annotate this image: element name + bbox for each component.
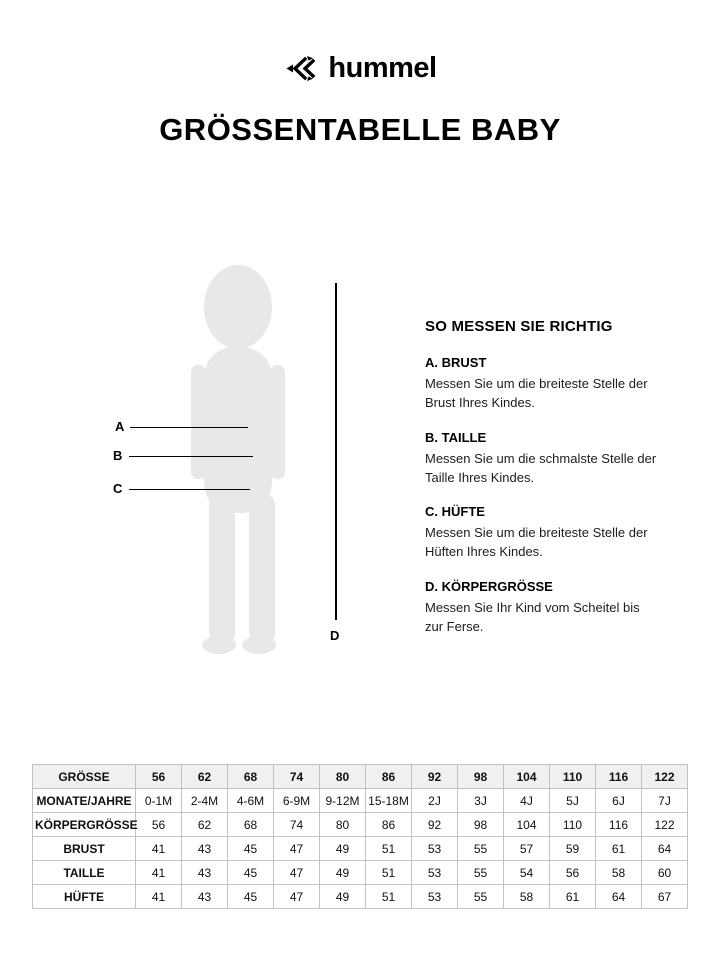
size-cell: 54: [504, 861, 550, 885]
size-cell: 67: [642, 885, 688, 909]
guide-section-brust: [425, 355, 660, 413]
size-cell: 110: [550, 765, 596, 789]
size-cell: 60: [642, 861, 688, 885]
size-cell: 59: [550, 837, 596, 861]
size-cell: 6J: [596, 789, 642, 813]
guide-section-label: B. TAILLE: [425, 429, 487, 445]
guide-section-huefte: [425, 504, 660, 562]
size-cell: 92: [412, 813, 458, 837]
size-cell: 43: [182, 885, 228, 909]
size-cell: 49: [320, 837, 366, 861]
marker-d-label: D: [330, 628, 340, 643]
size-cell: 116: [596, 765, 642, 789]
size-cell: 49: [320, 885, 366, 909]
guide-section-label: D. KÖRPERGRÖSSE: [425, 579, 553, 595]
size-cell: 51: [366, 885, 412, 909]
guide-heading: SO MESSEN SIE RICHTIG: [425, 318, 613, 335]
size-cell: 2J: [412, 789, 458, 813]
size-cell: 110: [550, 813, 596, 837]
size-cell: 45: [228, 861, 274, 885]
size-table: [32, 764, 688, 909]
size-cell: 104: [504, 765, 550, 789]
size-cell: 62: [182, 813, 228, 837]
size-cell: 61: [550, 885, 596, 909]
size-cell: 4J: [504, 789, 550, 813]
table-row: [33, 885, 688, 909]
size-cell: 9-12M: [320, 789, 366, 813]
marker-b-line: [129, 456, 253, 457]
size-table-body: [33, 765, 688, 909]
table-row: [33, 765, 688, 789]
table-row: [33, 789, 688, 813]
size-cell: 45: [228, 885, 274, 909]
size-cell: 55: [458, 861, 504, 885]
size-cell: 56: [550, 861, 596, 885]
row-header-cell: KÖRPERGRÖSSE: [33, 813, 136, 837]
guide-section-taille: [425, 430, 660, 488]
size-cell: 68: [228, 765, 274, 789]
size-cell: 80: [320, 813, 366, 837]
size-cell: 58: [504, 885, 550, 909]
size-cell: 68: [228, 813, 274, 837]
size-cell: 47: [274, 837, 320, 861]
size-cell: 86: [366, 765, 412, 789]
marker-d-line: [335, 283, 337, 620]
row-header-cell: GRÖSSE: [33, 765, 136, 789]
row-header-cell: HÜFTE: [33, 885, 136, 909]
size-cell: 41: [136, 837, 182, 861]
size-cell: 61: [596, 837, 642, 861]
size-cell: 53: [412, 861, 458, 885]
marker-c-label: C: [113, 481, 123, 496]
size-cell: 80: [320, 765, 366, 789]
guide-section-label: A. BRUST: [425, 355, 487, 370]
size-cell: 86: [366, 813, 412, 837]
size-cell: 0-1M: [136, 789, 182, 813]
brand-wordmark: hummel: [328, 52, 437, 84]
size-cell: 104: [504, 813, 550, 837]
size-cell: 74: [274, 813, 320, 837]
row-header-cell: BRUST: [33, 837, 136, 861]
table-row: [33, 837, 688, 861]
size-cell: 58: [596, 861, 642, 885]
size-cell: 56: [136, 765, 182, 789]
size-cell: 41: [136, 861, 182, 885]
size-cell: 55: [458, 885, 504, 909]
baby-silhouette-graphic: [172, 263, 312, 657]
size-cell: 7J: [642, 789, 688, 813]
table-row: [33, 861, 688, 885]
size-cell: 41: [136, 885, 182, 909]
guide-section-label: C. HÜFTE: [425, 504, 485, 520]
size-cell: 51: [366, 837, 412, 861]
size-cell: 64: [596, 885, 642, 909]
marker-a-label: A: [115, 419, 125, 434]
size-cell: 43: [182, 861, 228, 885]
size-cell: 3J: [458, 789, 504, 813]
guide-section-koerpergroesse: [425, 579, 660, 637]
page-title: GRÖSSENTABELLE BABY: [159, 112, 561, 147]
size-cell: 55: [458, 837, 504, 861]
size-cell: 98: [458, 765, 504, 789]
size-cell: 57: [504, 837, 550, 861]
size-cell: 74: [274, 765, 320, 789]
size-cell: 49: [320, 861, 366, 885]
baby-silhouette-figure: [172, 263, 312, 657]
size-cell: 92: [412, 765, 458, 789]
guide-section-text: Messen Sie um die breiteste Stelle der Hüften Ihres Kindes.: [425, 525, 648, 560]
size-cell: 2-4M: [182, 789, 228, 813]
size-cell: 43: [182, 837, 228, 861]
size-cell: 4-6M: [228, 789, 274, 813]
size-cell: 51: [366, 861, 412, 885]
table-row: [33, 813, 688, 837]
row-header-cell: MONATE/JAHRE: [33, 789, 136, 813]
guide-section-text: Messen Sie Ihr Kind vom Scheitel bis zur Ferse.: [425, 600, 640, 634]
measuring-guide: [425, 318, 660, 654]
brand-logo: [0, 52, 720, 85]
guide-section-text: Messen Sie um die breiteste Stelle der Brust Ihres Kindes.: [425, 376, 648, 410]
size-cell: 122: [642, 813, 688, 837]
size-cell: 98: [458, 813, 504, 837]
size-cell: 47: [274, 885, 320, 909]
size-cell: 116: [596, 813, 642, 837]
marker-c-line: [129, 489, 250, 490]
marker-a-line: [130, 427, 248, 428]
size-cell: 5J: [550, 789, 596, 813]
size-cell: 45: [228, 837, 274, 861]
size-cell: 64: [642, 837, 688, 861]
hummel-bee-icon: [283, 55, 319, 82]
marker-b-label: B: [113, 448, 123, 463]
size-cell: 15-18M: [366, 789, 412, 813]
size-cell: 62: [182, 765, 228, 789]
size-cell: 6-9M: [274, 789, 320, 813]
size-cell: 122: [642, 765, 688, 789]
size-cell: 47: [274, 861, 320, 885]
size-cell: 53: [412, 885, 458, 909]
size-cell: 53: [412, 837, 458, 861]
row-header-cell: TAILLE: [33, 861, 136, 885]
guide-section-text: Messen Sie um die schmalste Stelle der Taille Ihres Kindes.: [425, 450, 657, 485]
size-cell: 56: [136, 813, 182, 837]
